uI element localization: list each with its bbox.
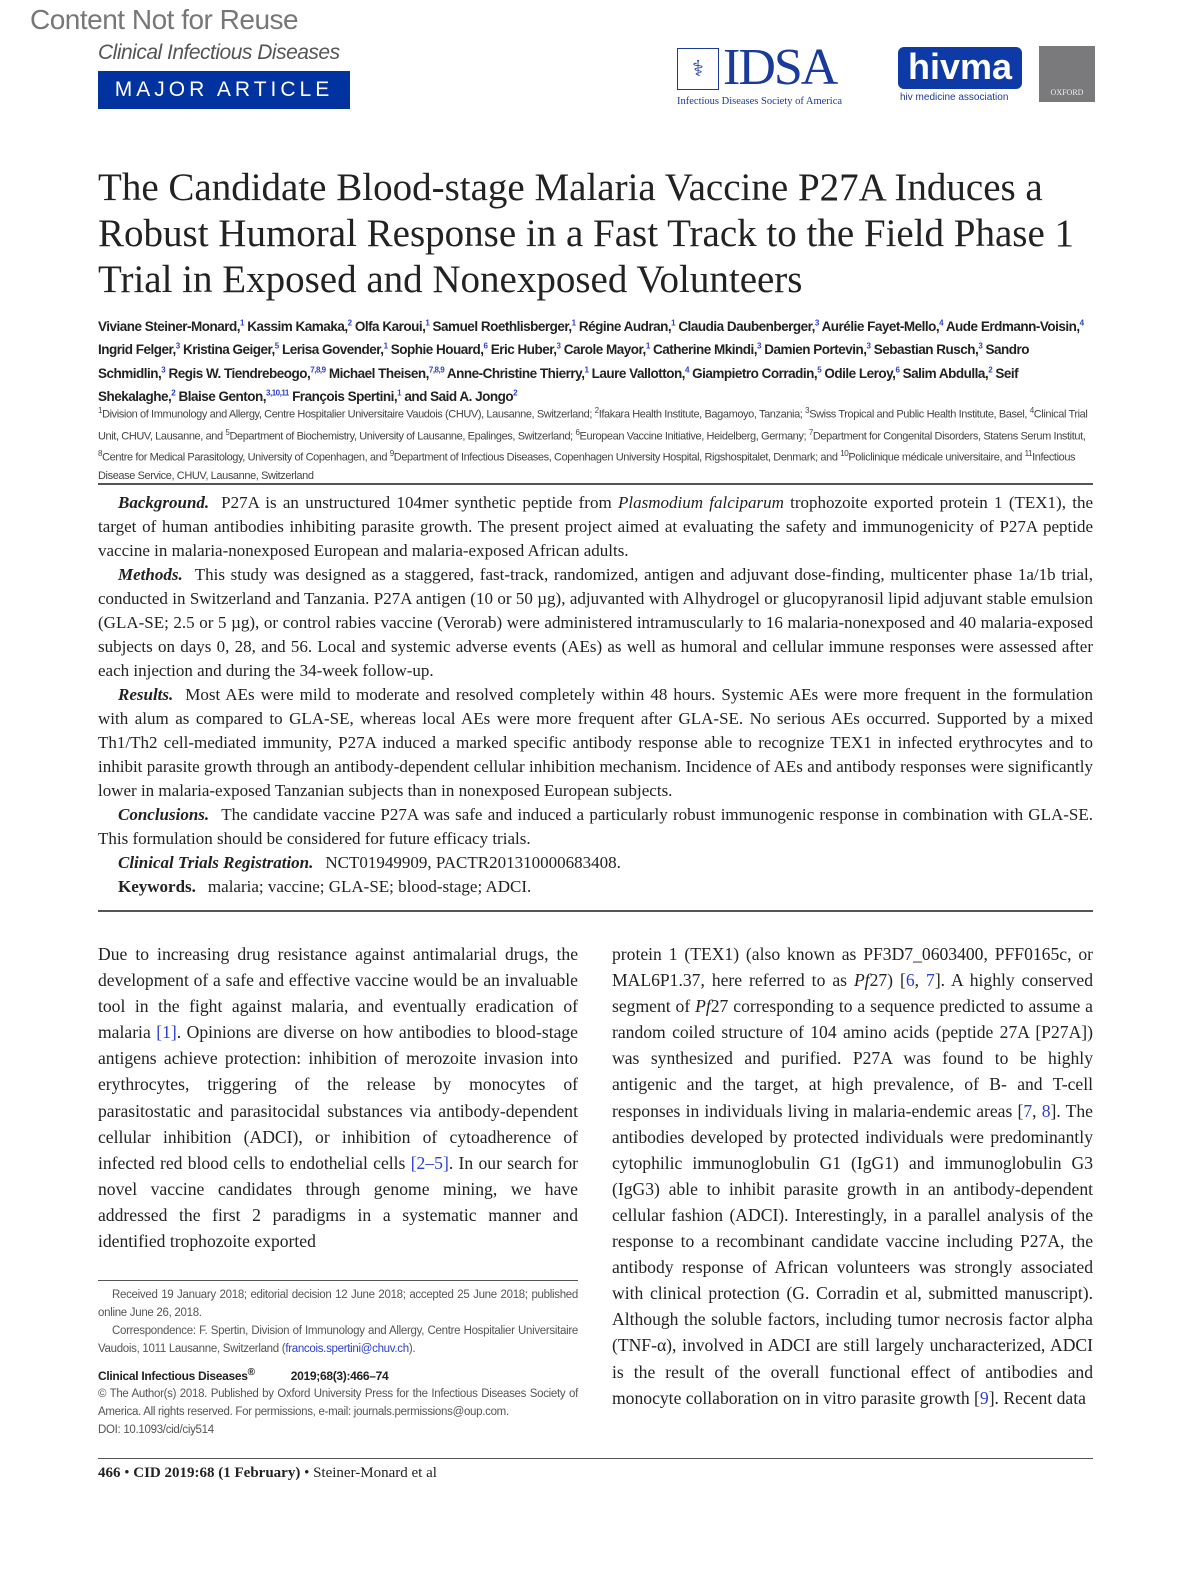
author	[282, 342, 388, 357]
separator: •	[124, 1465, 130, 1481]
author	[564, 342, 650, 357]
author	[946, 319, 1084, 334]
affiliation-marker[interactable]: 3	[978, 341, 983, 351]
body-text: Pf	[695, 996, 711, 1017]
divider	[98, 1458, 1093, 1459]
affiliation-marker[interactable]: 1	[584, 365, 589, 374]
results-text: Most AEs were mild to moderate and resolved completely within 48 hours. Systemic AEs were more frequent in the formulation with alum as compared to GLA-SE, whereas local AEs were more frequent after GLA-SE. No serious AEs occurred. Supported by a mixed Th1/Th2 cell-mediated immunity, P27A induced a marked specific antibody response able to recognize TEX1 in infected erythrocytes and to inhibit parasite growth through an antibody-dependent cellular inhibition mechanism. Incidence of AEs and antibody responses were significantly lower in malaria-exposed Tanzanian subjects than in nonexposed European subjects.	[98, 685, 1093, 800]
methods-heading: Methods.	[118, 565, 183, 584]
affiliation-marker[interactable]: 4	[939, 318, 944, 327]
affiliation-number: 5	[225, 427, 230, 437]
doi: DOI: 10.1093/cid/ciy514	[98, 1424, 214, 1436]
affiliation-marker[interactable]: 4	[684, 365, 689, 374]
author-name: Samuel Roethlisberger,	[432, 318, 572, 334]
author	[329, 366, 444, 381]
citation-link[interactable]: [1]	[156, 1022, 177, 1043]
affiliation-marker[interactable]: 3	[161, 365, 166, 374]
idsa-logo-text: IDSA	[723, 39, 837, 96]
body-text: 27 corresponding to a sequence predicted to assume a random coiled structure of 104 amino acids (peptide 27A [P27A]) was synthesized and purified. P27A was found to be highly antigenic and the target, at high prevalence, of B- and T-cell responses in individuals living in malaria-endemic areas [	[612, 996, 1093, 1121]
affiliation-marker[interactable]: 1	[571, 318, 576, 327]
affiliation-text: European Vaccine Initiative, Heidelberg, Germany;	[579, 430, 809, 443]
abstract	[98, 491, 1093, 899]
affiliation-marker[interactable]: 2	[988, 365, 993, 374]
author	[764, 342, 870, 357]
author-name: Catherine Mkindi,	[653, 342, 758, 357]
copyright: © The Author(s) 2018. Published by Oxford University Press for the Infectious Diseases Society of America. All rights reserved. For permissions, e-mail: journals.permissions@oup.com.	[98, 1388, 578, 1418]
abstract-background	[98, 491, 1093, 563]
body-text: 27) [	[869, 970, 906, 991]
affiliation-number: 2	[594, 406, 599, 415]
idsa-logo[interactable]	[677, 39, 887, 107]
affiliation-marker[interactable]: 6	[483, 341, 488, 351]
affiliation-marker[interactable]: 6	[895, 365, 900, 374]
author	[653, 342, 761, 357]
conclusions-text: The candidate vaccine P27A was safe and induced a particularly robust immunogenic response in combination with GLA-SE. This formulation should be considered for future efficacy trials.	[98, 805, 1093, 848]
affiliation-marker[interactable]: 1	[671, 318, 676, 327]
affiliation-marker[interactable]: 3	[556, 341, 561, 351]
citation: 2019;68(3):466–74	[290, 1369, 389, 1383]
keywords-heading: Keywords.	[118, 877, 196, 896]
affiliation-marker[interactable]: 4	[1079, 318, 1084, 327]
affiliation-marker[interactable]: 7,8,9	[428, 365, 445, 374]
affiliation-text: Ifakara Health Institute, Bagamoyo, Tanzania;	[598, 408, 806, 421]
body-paragraph	[98, 941, 578, 1254]
divider	[98, 910, 1093, 912]
author	[168, 366, 325, 381]
affiliation-number: 11	[1024, 449, 1033, 459]
affiliation-text: Department of Biochemistry, University of Lausanne, Epalinges, Switzerland;	[229, 430, 576, 443]
author-name: Laure Vallotton,	[591, 365, 685, 381]
affiliation-number: 10	[840, 449, 849, 459]
author	[447, 366, 588, 381]
affiliation-marker[interactable]: 2	[513, 388, 518, 398]
author-name: Viviane Steiner-Monard,	[98, 318, 241, 334]
body-text: ]. The antibodies developed by protected individuals were predominantly cytophilic immunoglobulin G1 (IgG1) and immunoglobulin G3 (IgG3) able to inhibit parasite growth in an antibody-dependent cellular fashion (ADCI). Interestingly, in a parallel analysis of the response to a recombinant candidate vaccine including P27A, the antibody response of African volunteers was strongly associated with clinical protection (G. Corradin et al, submitted manuscript). Although the soluble factors, including tumor necrosis factor alpha (TNF-α), involved in ADCI are still largely uncharacterized, ADCI is the result of the overall functional effect of antibodies and monocyte collaboration on in vitro parasite growth [	[612, 1100, 1093, 1408]
methods-text: This study was designed as a staggered, fast-track, randomized, antigen and adjuvant dose-finding, multicenter phase 1a/1b trial, conducted in Switzerland and Tanzania. P27A antigen (10 or 50 µg), adjuvanted with Alhydrogel or glucopyranosil lipid adjuvant stable emulsion (GLA-SE; 2.5 or 5 µg), or control rabies vaccine (Verorab) were administered intramuscularly to 16 malaria-nonexposed and 40 malaria-exposed subjects on days 0, 28, and 56. Local and systemic adverse events (AEs) as well as humoral and cellular immune responses were assessed after each injection and during the 34-week follow-up.	[98, 565, 1093, 680]
affiliation-number: 9	[389, 449, 394, 459]
affiliation-number: 7	[808, 427, 813, 437]
author	[355, 319, 429, 334]
body-text: . Opinions are diverse on how antibodies to blood-stage antigens achieve protection: inhibition of merozoite invasion into erythrocytes, triggering of the release by monocytes of parasitostatic and parasitocidal substances via antibody-dependent cellular inhibition (ADCI), or inhibition of cytoadherence of infected red blood cells to endothelial cells	[98, 1022, 578, 1173]
species-name: Plasmodium falciparum	[617, 493, 784, 512]
author	[822, 319, 944, 334]
citation-link[interactable]: [2–5]	[410, 1152, 449, 1173]
affiliation-marker[interactable]: 3	[814, 318, 819, 327]
citation-link[interactable]: 8	[1041, 1100, 1051, 1121]
divider	[98, 483, 1093, 485]
affiliation-marker[interactable]: 3,10,11	[266, 388, 289, 398]
affiliation-text: Centre for Medical Parasitology, University of Copenhagen, and	[102, 451, 390, 464]
citation-link[interactable]: 9	[979, 1387, 989, 1408]
affiliation-marker[interactable]: 1	[397, 388, 402, 398]
author-name: Lerisa Govender,	[282, 342, 384, 357]
divider	[98, 1280, 578, 1281]
body-text: ,	[914, 970, 927, 991]
separator: •	[304, 1465, 310, 1481]
body-text: ]. A highly conserved segment of	[612, 970, 1093, 1017]
affiliation-text: Infectious Disease Service, CHUV, Lausanne, Switzerland	[98, 451, 1076, 482]
author-name: Ingrid Felger,	[98, 342, 176, 357]
email-link[interactable]: francois.spertini@chuv.ch	[285, 1343, 409, 1355]
body-column-left	[98, 941, 578, 1254]
body-text: Pf	[853, 970, 870, 991]
registered-mark: ®	[247, 1367, 255, 1378]
affiliation-marker[interactable]: 7,8,9	[310, 365, 326, 374]
author-name: Kassim Kamaka,	[247, 318, 348, 334]
citation-link[interactable]: 7	[926, 970, 935, 991]
body-text: . In our search for novel vaccine candidates through genome mining, we have addressed the first 2 paradigms in a systematic manner and identified trophozoite exported	[98, 1152, 578, 1252]
author-name: Eric Huber,	[490, 342, 557, 357]
author	[433, 319, 576, 334]
page-footer	[98, 1465, 437, 1482]
affiliation-marker[interactable]: 1	[425, 318, 430, 327]
journal-name: Clinical Infectious Diseases	[98, 41, 340, 64]
affiliation-marker[interactable]: 3	[175, 341, 180, 351]
body-paragraph	[612, 941, 1093, 1411]
body-text: Due to increasing drug resistance against antimalarial drugs, the development of a safe and effective vaccine would be an invaluable tool in the fight against malaria, and eventually eradication of malaria	[98, 944, 578, 1043]
correspondence-text: Correspondence: F. Spertin, Division of Immunology and Allergy, Centre Hospitalier Universitaire Vaudois, 1011 Lausanne, Switzerland (	[98, 1325, 578, 1355]
affiliation-number: 1	[98, 406, 103, 415]
citation-link[interactable]: 7	[1023, 1100, 1033, 1121]
abstract-methods	[98, 563, 1093, 683]
footer-journal: CID 2019:68 (1 February)	[133, 1465, 301, 1481]
registration-heading: Clinical Trials Registration.	[118, 853, 314, 872]
author	[391, 342, 488, 357]
citation-link[interactable]: 6	[905, 970, 915, 991]
author-name: Sophie Houard,	[390, 342, 484, 357]
background-text: P27A is an unstructured 104mer synthetic peptide from	[221, 493, 618, 512]
affiliation-marker[interactable]: 3	[866, 341, 871, 351]
author	[903, 366, 992, 381]
journal-name: Clinical Infectious Diseases	[98, 1369, 248, 1383]
affiliation-number: 4	[1029, 406, 1034, 415]
author-name: Seif Shekalaghe,	[98, 365, 1019, 404]
body-column-right	[612, 941, 1093, 1411]
affiliation-number: 6	[575, 427, 580, 437]
affiliation-marker[interactable]: 5	[817, 365, 822, 374]
author-name: Sebastian Rusch,	[873, 342, 979, 357]
author	[579, 319, 675, 334]
affiliation-marker[interactable]: 1	[240, 318, 244, 327]
abstract-keywords	[98, 875, 1093, 899]
affiliation-marker[interactable]: 5	[274, 341, 279, 351]
author-name: Claudia Daubenberger,	[678, 318, 815, 334]
affiliation-text: Department of Infectious Diseases, Copenhagen University Hospital, Rigshospitalet, Denmark; and	[393, 451, 841, 464]
keywords-text: malaria; vaccine; GLA-SE; blood-stage; ADCI.	[207, 877, 532, 896]
author-name: Giampietro Corradin,	[692, 365, 818, 381]
author-name: Salim Abdulla,	[902, 365, 989, 381]
affiliation-text: Department for Congenital Disorders, Statens Serum Institut,	[812, 430, 1086, 443]
affiliation-number: 8	[98, 449, 103, 459]
affiliation-text: Policlinique médicale universitaire, and	[848, 451, 1025, 464]
author-name: Aurélie Fayet-Mello,	[821, 318, 940, 334]
registration-text: NCT01949909, PACTR201310000683408.	[325, 853, 621, 872]
article-type-badge: MAJOR ARTICLE	[98, 71, 350, 109]
correspondence-text: ).	[408, 1343, 416, 1355]
hivma-logo[interactable]: hivma	[898, 47, 1022, 89]
affiliation-marker[interactable]: 2	[171, 388, 176, 398]
author-name: Olfa Karoui,	[354, 318, 426, 334]
body-text: ]. Recent data	[988, 1387, 1086, 1408]
author-name: Damien Portevin,	[764, 342, 867, 357]
idsa-emblem-icon: ⚕	[677, 48, 719, 90]
correspondence	[98, 1322, 578, 1358]
author	[183, 342, 279, 357]
affiliation-marker[interactable]: 1	[383, 341, 388, 351]
affiliation-text: Clinical Trial Unit, CHUV, Lausanne, and	[98, 408, 1088, 443]
author-name: François Spertini,	[292, 389, 398, 404]
author	[98, 319, 244, 334]
article-title: The Candidate Blood-stage Malaria Vaccine P27A Induces a Robust Humoral Response in a Fast Track to the Field Phase 1 Trial in Exposed and Nonexposed Volunteers	[98, 166, 1075, 301]
affiliation-marker[interactable]: 2	[347, 318, 352, 327]
background-text: trophozoite exported protein 1 (TEX1), the target of human antibodies inhibiting parasite growth. The present project aimed at evaluating the safety and immunogenicity of P27A peptide vaccine in malaria-nonexposed European and malaria-exposed African adults.	[98, 493, 1094, 560]
affiliation-text: Division of Immunology and Allergy, Centre Hospitalier Universitaire Vaudois (CHUV), Lausanne, Switzerland;	[102, 408, 595, 421]
author-list	[98, 313, 1098, 407]
watermark: Content Not for Reuse	[30, 4, 299, 35]
author-name: Aude Erdmann-Voisin,	[945, 318, 1080, 334]
author	[824, 366, 899, 381]
author	[491, 342, 561, 357]
author	[247, 319, 351, 334]
affiliation-number: 3	[805, 406, 810, 415]
hivma-logo-subtitle: hiv medicine association	[900, 92, 1009, 103]
affiliation-marker[interactable]: 1	[645, 341, 650, 351]
author	[98, 342, 180, 357]
article-notes	[98, 1286, 578, 1439]
abstract-conclusions	[98, 803, 1093, 851]
body-text: ,	[1032, 1100, 1042, 1121]
received-dates: Received 19 January 2018; editorial decision 12 June 2018; accepted 25 June 2018; published online June 26, 2018.	[98, 1289, 578, 1319]
author-name: Kristina Geiger,	[182, 342, 275, 357]
author	[692, 366, 821, 381]
abstract-registration	[98, 851, 1093, 875]
author-name: Anne-Christine Thierry,	[446, 365, 585, 381]
author-name: Carole Mayor,	[563, 342, 646, 357]
author	[592, 366, 689, 381]
author-name: Sandro Schmidlin,	[98, 342, 1030, 381]
results-heading: Results.	[118, 685, 174, 704]
author-name: Odile Leroy,	[824, 365, 896, 381]
affiliation-text: Swiss Tropical and Public Health Institute, Basel,	[809, 408, 1030, 421]
abstract-results	[98, 683, 1093, 803]
idsa-logo-subtitle: Infectious Diseases Society of America	[677, 96, 843, 107]
conclusions-heading: Conclusions.	[118, 805, 210, 824]
journal-citation	[98, 1364, 578, 1385]
author-name: Régine Audran,	[578, 318, 672, 334]
oxford-logo[interactable]: OXFORD	[1039, 46, 1095, 102]
affiliations	[98, 402, 1098, 485]
background-heading: Background.	[118, 493, 210, 512]
author	[678, 319, 819, 334]
author-name: Michael Theisen,	[328, 365, 429, 381]
author-name: Regis W. Tiendrebeogo,	[168, 365, 311, 381]
body-text: protein 1 (TEX1) (also known as PF3D7_0603400, PFF0165c, or MAL6P1.37, here referred to as	[612, 944, 1093, 991]
affiliation-marker[interactable]: 3	[757, 341, 761, 351]
footer-authors: Steiner-Monard et al	[313, 1465, 437, 1481]
author-name: Blaise Genton,	[178, 389, 267, 404]
page-number: 466	[98, 1465, 121, 1481]
author-name: and Said A. Jongo	[404, 389, 514, 404]
author	[874, 342, 983, 357]
